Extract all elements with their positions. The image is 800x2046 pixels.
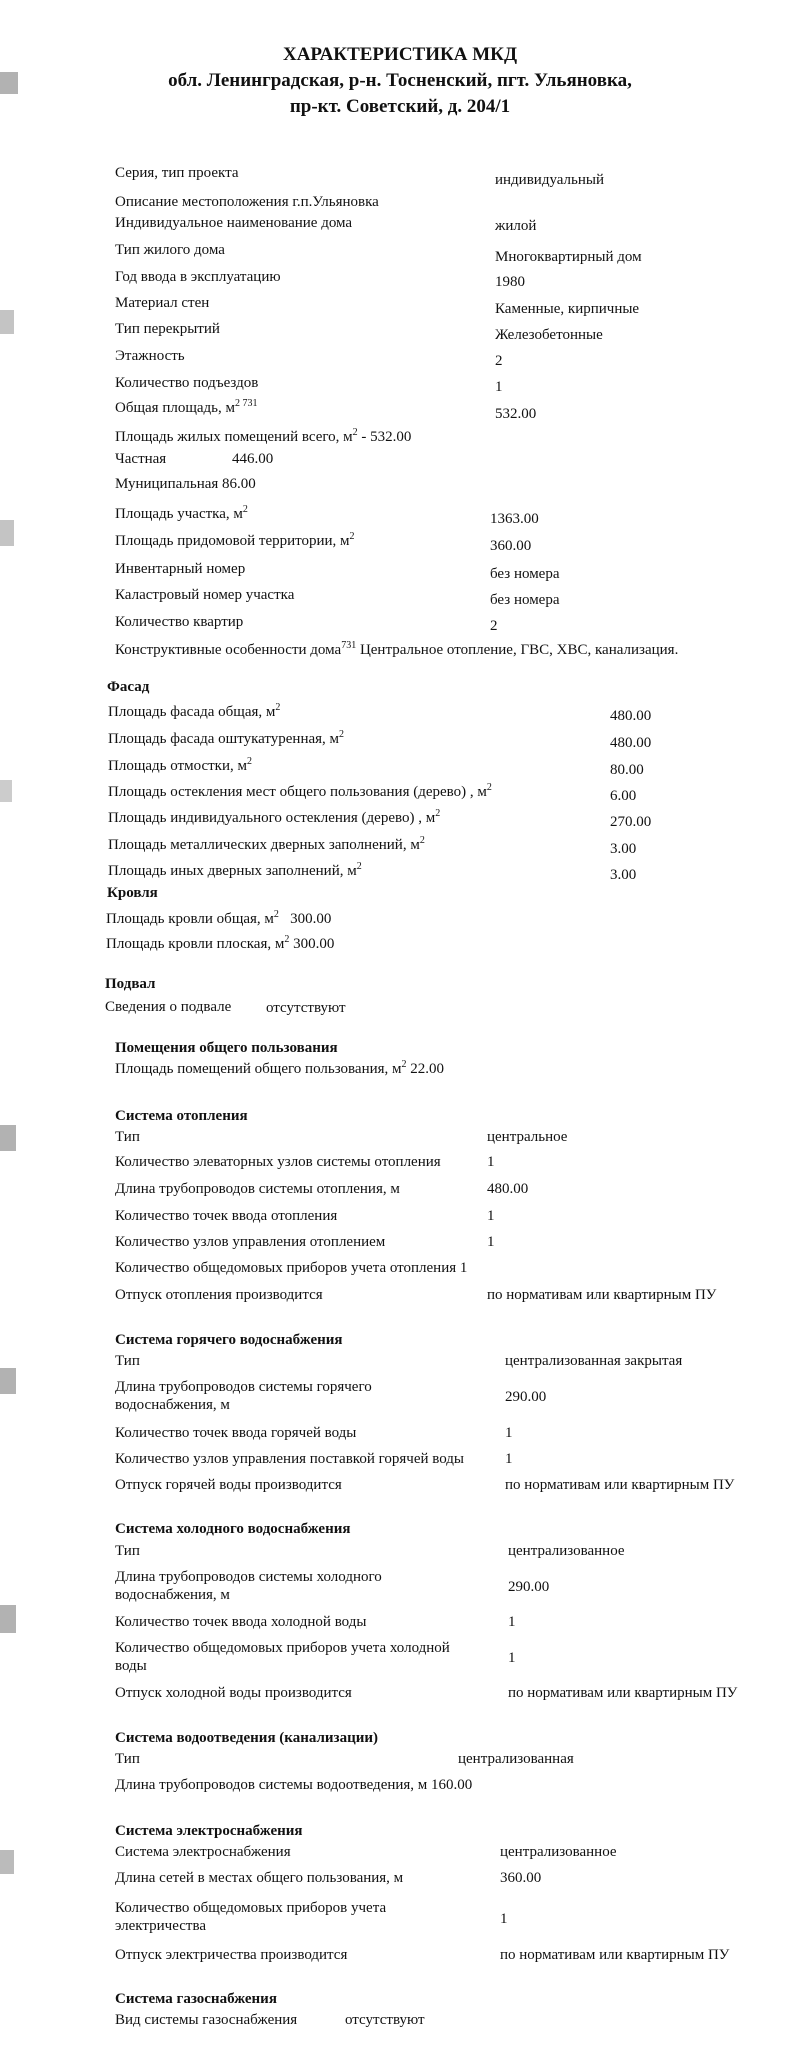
section-heading-sewer: Система водоотведения (канализации) <box>115 1730 378 1746</box>
electric-label: Отпуск электричества производится <box>115 1947 348 1963</box>
hot-water-label: Количество узлов управления поставкой горячей воды <box>115 1451 465 1467</box>
cold-water-label: Количество точек ввода холодной воды <box>115 1614 367 1630</box>
general-label: Этажность <box>115 348 185 364</box>
facade-label: Площадь металлических дверных заполнений, $м^2$ <box>108 835 425 853</box>
heating-label: Количество элеваторных узлов системы отопления <box>115 1154 441 1170</box>
scan-mark <box>0 72 18 94</box>
general-value: без номера <box>490 592 560 608</box>
heating-value: 1 <box>487 1208 495 1224</box>
cold-water-value: 1 <box>508 1614 516 1630</box>
general-value: индивидуальный <box>495 172 605 188</box>
doc-title <box>150 42 650 120</box>
section-heading-common: Помещения общего пользования <box>115 1040 338 1056</box>
section-heading-gas: Система газоснабжения <box>115 1991 277 2007</box>
electric-label: Количество общедомовых приборов учета электричества <box>115 1900 387 1934</box>
cold-water-label: Количество общедомовых приборов учета холодной воды <box>115 1640 450 1674</box>
facade-label: Площадь фасада общая, $м^2$ <box>108 702 281 720</box>
heating-label: Количество общедомовых приборов учета отопления 1 <box>115 1260 468 1276</box>
hot-water-label: Тип <box>115 1353 140 1369</box>
facade-label: Площадь фасада оштукатуренная, $м^2$ <box>108 729 345 747</box>
general-value: без номера <box>490 566 560 582</box>
general-value: 1363.00 <box>490 511 539 527</box>
section-heading-heating: Система отопления <box>115 1108 248 1124</box>
general-value: 360.00 <box>490 538 532 554</box>
facade-value: 6.00 <box>610 788 637 804</box>
heating-label: Количество узлов управления отоплением <box>115 1234 386 1250</box>
scan-mark <box>0 1850 14 1874</box>
roof-row: Площадь кровли плоская, $м^2$ 300.00 <box>106 934 335 952</box>
scan-mark <box>0 1605 16 1633</box>
facade-value: 3.00 <box>610 867 637 883</box>
scan-mark <box>0 1125 16 1151</box>
cold-water-value: по нормативам или квартирным ПУ <box>508 1685 738 1701</box>
heating-value: 1 <box>487 1154 495 1170</box>
heating-value: 1 <box>487 1234 495 1250</box>
scan-mark <box>0 520 14 546</box>
general-label: Количество подъездов <box>115 375 259 391</box>
doc-title-line-2: обл. Ленинградская, р-н. Тосненский, пгт. Ульяновка, <box>168 70 632 91</box>
general-value: Многоквартирный дом <box>495 249 642 265</box>
roof-row: Площадь кровли общая, $м^2$ 300.00 <box>106 909 332 927</box>
general-label: Муниципальная 86.00 <box>115 476 256 492</box>
basement-value: отсутствуют <box>266 1000 346 1016</box>
hot-water-label: Отпуск горячей воды производится <box>115 1477 342 1493</box>
general-label: Общая площадь, $м^{2 731}$ <box>115 398 258 416</box>
general-label: Количество квартир <box>115 614 244 630</box>
hot-water-label: Количество точек ввода горячей воды <box>115 1425 357 1441</box>
facade-value: 480.00 <box>610 735 652 751</box>
cold-water-label: Тип <box>115 1543 140 1559</box>
general-label: Частная <box>115 451 167 467</box>
cold-water-label: Длина трубопроводов системы холодного водоснабжения, м <box>115 1569 382 1603</box>
general-label: Описание местоположения г.п.Ульяновка <box>115 194 379 210</box>
section-heading-roof: Кровля <box>107 885 158 901</box>
heating-label: Количество точек ввода отопления <box>115 1208 338 1224</box>
hot-water-value: 290.00 <box>505 1389 547 1405</box>
facade-label: Площадь остекления мест общего пользования (дерево) , $м^2$ <box>108 782 492 800</box>
general-value: 1 <box>495 379 503 395</box>
general-label: Тип перекрытий <box>115 321 220 337</box>
section-heading-hot-water: Система горячего водоснабжения <box>115 1332 343 1348</box>
cold-water-value: 290.00 <box>508 1579 550 1595</box>
general-value: 1980 <box>495 274 525 290</box>
facade-value: 270.00 <box>610 814 652 830</box>
gas-value: отсутствуют <box>345 2012 425 2028</box>
general-label: Год ввода в эксплуатацию <box>115 269 281 285</box>
doc-title-line-3: пр-кт. Советский, д. 204/1 <box>289 96 511 117</box>
heating-value: 480.00 <box>487 1181 529 1197</box>
heating-label: Тип <box>115 1129 140 1145</box>
general-label: Площадь придомовой территории, $м^2$ <box>115 531 355 549</box>
sewer-value: централизованная <box>458 1751 574 1767</box>
general-value: Каменные, кирпичные <box>495 301 640 317</box>
sewer-label: Длина трубопроводов системы водоотведения, м 160.00 <box>115 1777 473 1793</box>
general-value: Железобетонные <box>495 327 603 343</box>
facade-label: Площадь отмостки, $м^2$ <box>108 756 252 774</box>
general-label: Площадь участка, $м^2$ <box>115 504 248 522</box>
hot-water-label: Длина трубопроводов системы горячего водоснабжения, м <box>115 1379 372 1413</box>
electric-value: централизованное <box>500 1844 617 1860</box>
electric-value: 1 <box>500 1911 508 1927</box>
scan-mark <box>0 1368 16 1394</box>
general-value: 2 <box>490 618 498 634</box>
scan-mark <box>0 310 14 334</box>
electric-value: 360.00 <box>500 1870 542 1886</box>
general-value: 2 <box>495 353 503 369</box>
electric-label: Длина сетей в местах общего пользования, м <box>115 1870 404 1886</box>
section-heading-electric: Система электроснабжения <box>115 1823 303 1839</box>
electric-value: по нормативам или квартирным ПУ <box>500 1947 730 1963</box>
general-label: Индивидуальное наименование дома <box>115 215 353 231</box>
doc-title-line-1: ХАРАКТЕРИСТИКА МКД <box>282 44 518 65</box>
hot-water-value: по нормативам или квартирным ПУ <box>505 1477 735 1493</box>
heating-label: Длина трубопроводов системы отопления, м <box>115 1181 400 1197</box>
heating-value: 1 <box>459 1260 468 1276</box>
facade-label: Площадь иных дверных заполнений, $м^2$ <box>108 861 362 879</box>
facade-label: Площадь индивидуального остекления (дерево) , $м^2$ <box>108 808 441 826</box>
electric-label: Система электроснабжения <box>115 1844 291 1860</box>
general-label: Тип жилого дома <box>115 242 225 258</box>
general-label: Конструктивные особенности дома$^{731}$ Центральное отопление, ГВС, ХВС, канализация. <box>115 640 679 658</box>
section-heading-facade: Фасад <box>107 679 150 695</box>
scan-mark <box>0 780 12 802</box>
hot-water-value: 1 <box>505 1425 513 1441</box>
heating-value: центральное <box>487 1129 568 1145</box>
common-row: Площадь помещений общего пользования, $м^2$ 22.00 <box>115 1059 445 1077</box>
general-label: Инвентарный номер <box>115 561 246 577</box>
section-heading-cold-water: Система холодного водоснабжения <box>115 1521 351 1537</box>
general-value: жилой <box>495 218 537 234</box>
general-label: Площадь жилых помещений всего, $м^2 - 532.00$ <box>115 427 412 445</box>
sewer-label: Тип <box>115 1751 140 1767</box>
heating-label: Отпуск отопления производится <box>115 1287 323 1303</box>
cold-water-label: Отпуск холодной воды производится <box>115 1685 352 1701</box>
heating-value: по нормативам или квартирным ПУ <box>487 1287 717 1303</box>
cold-water-value: централизованное <box>508 1543 625 1559</box>
general-value: 446.00 <box>232 451 274 467</box>
basement-label: Сведения о подвале <box>105 999 232 1015</box>
general-label: Серия, тип проекта <box>115 165 239 181</box>
gas-label: Вид системы газоснабжения <box>115 2012 298 2028</box>
hot-water-value: 1 <box>505 1451 513 1467</box>
general-label: Каластровый номер участка <box>115 587 295 603</box>
general-label: Материал стен <box>115 295 210 311</box>
facade-value: 480.00 <box>610 708 652 724</box>
section-heading-basement: Подвал <box>105 976 156 992</box>
general-value: 532.00 <box>495 406 537 422</box>
cold-water-value: 1 <box>508 1650 516 1666</box>
facade-value: 3.00 <box>610 841 637 857</box>
hot-water-value: централизованная закрытая <box>505 1353 683 1369</box>
facade-value: 80.00 <box>610 762 644 778</box>
